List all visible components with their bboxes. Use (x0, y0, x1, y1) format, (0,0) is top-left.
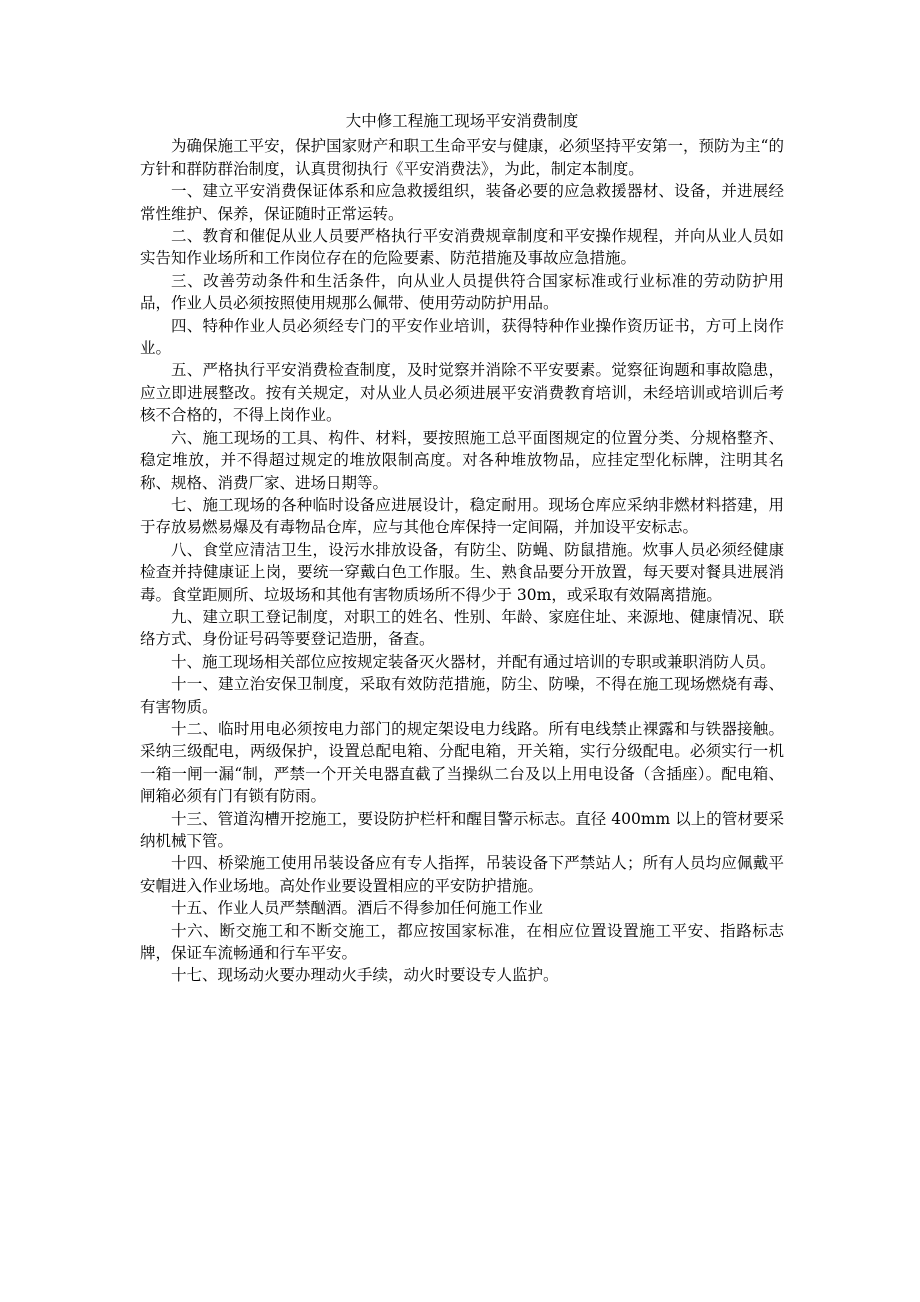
paragraph-13: 十三、管道沟槽开挖施工，要设防护栏杆和醒目警示标志。直径 400mm 以上的管材要采纳机械下管。 (140, 809, 784, 850)
paragraph-15: 十五、作业人员严禁酗酒。酒后不得参加任何施工作业 (171, 899, 544, 918)
paragraph-7: 七、施工现场的各种临时设备应进展设计，稳定耐用。现场仓库应采纳非燃材料搭建，用于存放易燃易爆及有毒物品仓库，应与其他仓库保持一定间隔，并加设平安标志。 (140, 495, 784, 537)
paragraph-1: 一、建立平安消费保证体系和应急救援组织，装备必要的应急救援器材、设备，并进展经常性维护、保养，保证随时正常运转。 (140, 182, 784, 223)
paragraph-10: 十、施工现场相关部位应按规定装备灭火器材，并配有通过培训的专职或兼职消防人员。 (171, 652, 776, 671)
paragraph-5: 五、严格执行平安消费检查制度，及时觉察并消除不平安要素。觉察征询题和事故隐患，应立即进展整改。按有关规定，对从业人员必须进展平安消费教育培训，未经培训或培训后考核不合格的，不得上岗作业。 (140, 361, 784, 425)
paragraph-11: 十一、建立治安保卫制度，采取有效防范措施，防尘、防噪，不得在施工现场燃烧有毒、有害物质。 (140, 675, 784, 716)
paragraph-14: 十四、桥梁施工使用吊装设备应有专人指挥，吊装设备下严禁站人；所有人员均应佩戴平安帽进入作业场地。高处作业要设置相应的平安防护措施。 (140, 854, 784, 895)
paragraph-9: 九、建立职工登记制度，对职工的姓名、性别、年龄、家庭住址、来源地、健康情况、联络方式、身份证号码等要登记造册，备查。 (140, 607, 784, 649)
document-body (140, 110, 784, 987)
paragraph-2: 二、教育和催促从业人员要严格执行平安消费规章制度和平安操作规程，并向从业人员如实告知作业场所和工作岗位存在的危险要素、防范措施及事故应急措施。 (140, 227, 784, 268)
paragraph-3: 三、改善劳动条件和生活条件，向从业人员提供符合国家标准或行业标准的劳动防护用品，作业人员必须按照使用规那么佩带、使用劳动防护用品。 (140, 271, 784, 313)
paragraph-4: 四、特种作业人员必须经专门的平安作业培训，获得特种作业操作资历证书，方可上岗作业。 (140, 316, 784, 358)
paragraph-8: 八、食堂应清洁卫生，设污水排放设备，有防尘、防蝇、防鼠措施。炊事人员必须经健康检查并持健康证上岗，要统一穿戴白色工作服。生、熟食品要分开放置，每天要对餐具进展消毒。食堂距厕所、垃圾场和其他有害物质场所不得少于 30m，或采取有效隔离措施。 (140, 540, 784, 604)
paragraph-12: 十二、临时用电必须按电力部门的规定架设电力线路。所有电线禁止裸露和与铁器接触。采纳三级配电，两级保护，设置总配电箱、分配电箱，开关箱，实行分级配电。必须实行一机一箱一闸一漏“制，严禁一个开关电器直截了当操纵二台及以上用电设备（含插座）。配电箱、闸箱必须有门有锁有防雨。 (140, 719, 784, 806)
paragraph-17: 十七、现场动火要办理动火手续，动火时要设专人监护。 (171, 966, 559, 985)
paragraph-intro: 为确保施工平安，保护国家财产和职工生命平安与健康，必须坚持平安第一，预防为主“的方针和群防群治制度，认真贯彻执行《平安消费法》，为此，制定本制度。 (140, 137, 784, 178)
paragraph-6: 六、施工现场的工具、构件、材料，要按照施工总平面图规定的位置分类、分规格整齐、稳定堆放，并不得超过规定的堆放限制高度。对各种堆放物品，应挂定型化标牌，注明其名称、规格、消费厂家、进场日期等。 (140, 428, 784, 492)
document-title: 大中修工程施工现场平安消费制度 (345, 112, 579, 130)
paragraph-16: 十六、断交施工和不断交施工，都应按国家标准，在相应位置设置施工平安、指路标志牌，保证车流畅通和行车平安。 (140, 921, 784, 963)
